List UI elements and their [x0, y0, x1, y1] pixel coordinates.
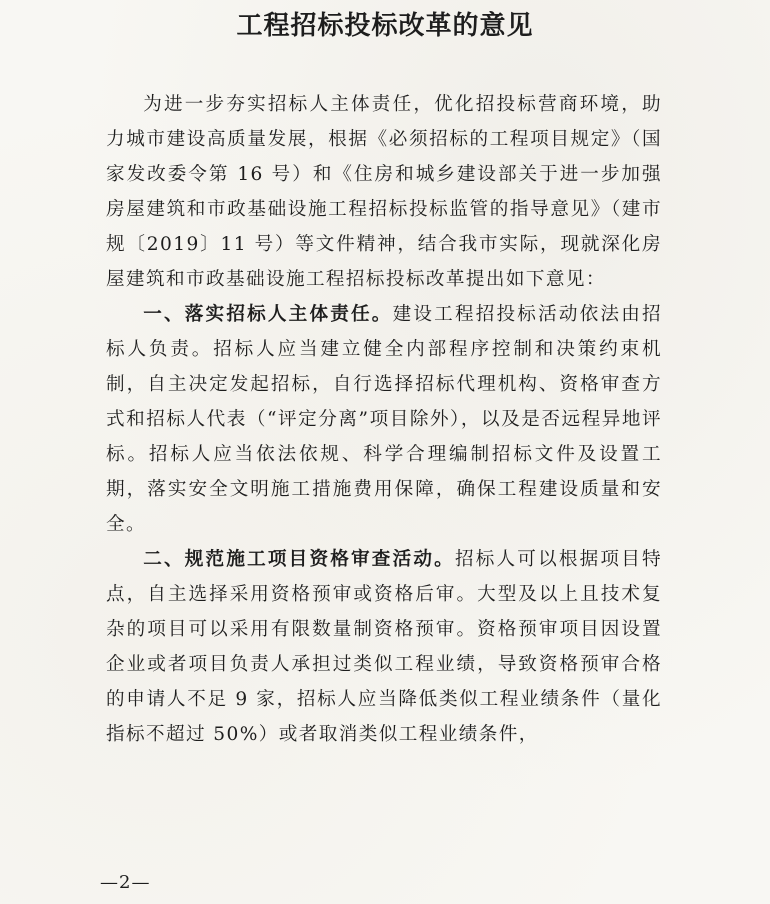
- paragraph-intro: [106, 87, 662, 297]
- section-heading-2: 二、规范施工项目资格审查活动。: [143, 549, 455, 570]
- page-number: —2—: [100, 872, 151, 893]
- section-heading-1: 一、落实招标人主体责任。: [143, 304, 393, 325]
- paragraph-section-1: [106, 297, 662, 542]
- document-body: [106, 87, 662, 752]
- paragraph-section-2: [106, 542, 662, 752]
- paragraph-text: 为进一步夯实招标人主体责任，优化招投标营商环境，助力城市建设高质量发展，根据《必须招标的工程项目规定》（国家发改委令第 16 号）和《住房和城乡建设部关于进一步加强房屋建筑和市政基础设施工程招标投标监管的指导意见》（建市规〔2019〕11 号）等文件精神，结合我市实际，现就深化房屋建筑和市政基础设施工程招标投标改革提出如下意见：: [106, 94, 662, 290]
- paragraph-text: 建设工程招投标活动依法由招标人负责。招标人应当建立健全内部程序控制和决策约束机制，自主决定发起招标，自行选择招标代理机构、资格审查方式和招标人代表（“评定分离”项目除外），以及是否远程异地评标。招标人应当依法依规、科学合理编制招标文件及设置工期，落实安全文明施工措施费用保障，确保工程建设质量和安全。: [106, 304, 662, 535]
- document-title: 工程招标投标改革的意见: [236, 11, 534, 41]
- paragraph-text: 招标人可以根据项目特点，自主选择采用资格预审或资格后审。大型及以上且技术复杂的项目可以采用有限数量制资格预审。资格预审项目因设置企业或者项目负责人承担过类似工程业绩，导致资格预审合格的申请人不足 9 家，招标人应当降低类似工程业绩条件（量化指标不超过 50%）或者取消类似工程业绩条件，: [106, 549, 662, 745]
